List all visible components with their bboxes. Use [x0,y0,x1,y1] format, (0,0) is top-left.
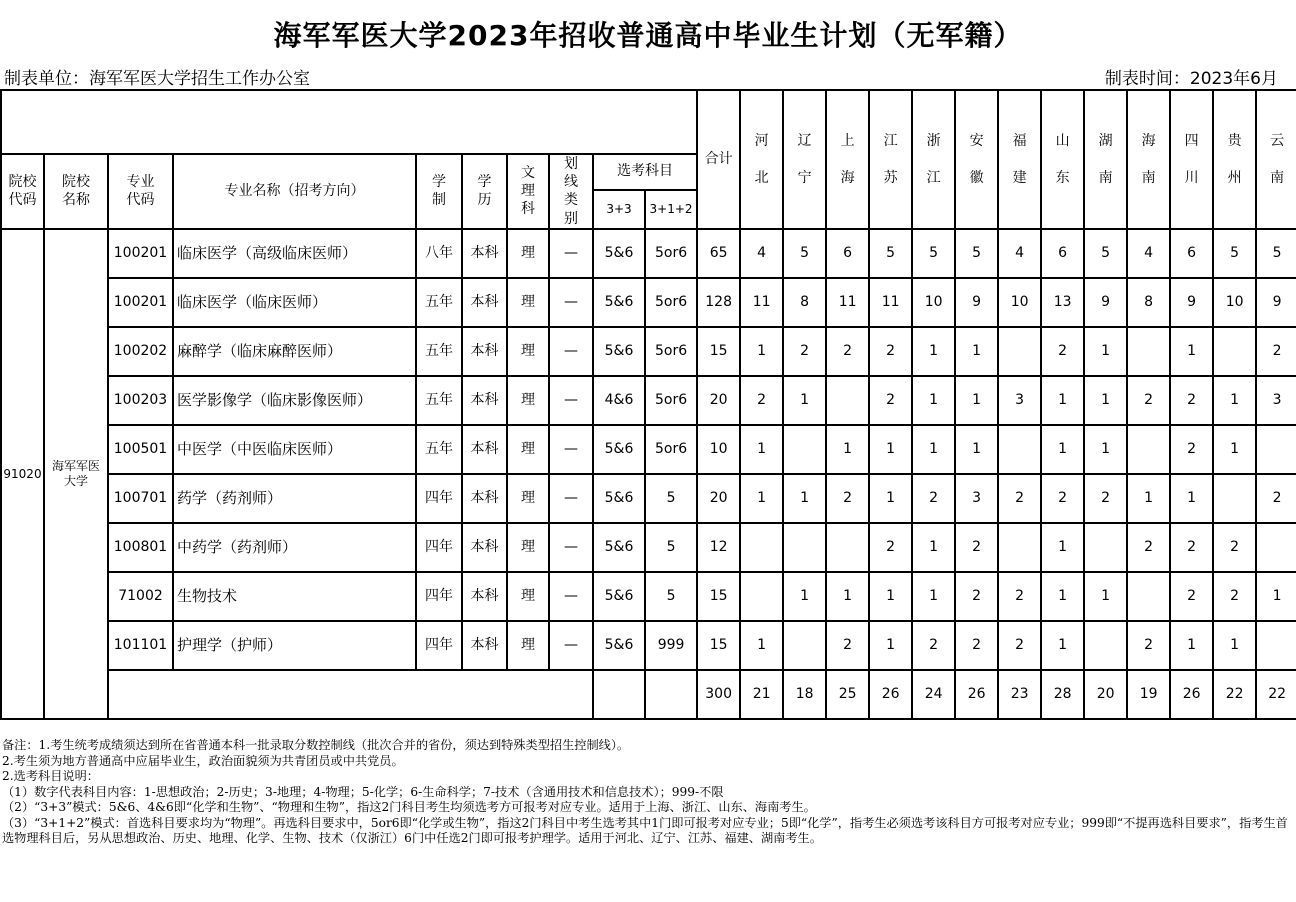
major-name-cell: 中药学（药剂师） [173,523,416,572]
province-total-cell: 20 [1084,670,1127,719]
province-quota-cell: 8 [1127,278,1170,327]
subject-3-1-2-cell: 5or6 [645,327,697,376]
province-quota-cell: 2 [1041,474,1084,523]
total-cell: 20 [697,474,740,523]
province-quota-cell: 1 [1256,572,1296,621]
degree-cell: 本科 [462,376,507,425]
total-cell: 15 [697,327,740,376]
province-quota-cell [1256,425,1296,474]
province-quota-cell: 2 [955,572,998,621]
province-quota-cell: 1 [955,376,998,425]
province-header: 海南 [1127,90,1170,229]
province-quota-cell: 2 [1256,474,1296,523]
major-name-cell: 护理学（护师） [173,621,416,670]
degree-cell: 本科 [462,572,507,621]
province-quota-cell: 1 [1041,621,1084,670]
province-total-cell: 28 [1041,670,1084,719]
province-quota-cell: 4 [740,229,783,278]
province-quota-cell: 2 [912,474,955,523]
note-line: 备注：1.考生统考成绩须达到所在省普通本科一批录取分数控制线（批次合并的省份，须达到特殊类型招生控制线）。 [2,738,630,752]
province-quota-cell [998,327,1041,376]
province-header: 安徽 [955,90,998,229]
table-row [1,621,1296,670]
note-line: （1）数字代表科目内容：1-思想政治；2-历史；3-地理；4-物理；5-化学；6-生命科学；7-技术（含通用技术和信息技术）；999-不限 [2,784,724,799]
province-quota-cell [1256,523,1296,572]
province-quota-cell: 1 [740,474,783,523]
degree-cell: 本科 [462,229,507,278]
province-quota-cell: 1 [1213,621,1256,670]
province-quota-cell: 1 [1084,327,1127,376]
province-quota-cell: 2 [826,327,869,376]
table-row [1,572,1296,621]
track-cell: 理 [507,621,549,670]
province-quota-cell: 2 [869,327,912,376]
note-line: （3）“3+1+2”模式：首选科目要求均为“物理”。再选科目要求中，5or6即“化学或生物”，指这2门科目中考生选考其中1门即可报考对应专业；5即“化学”，指考生必须选考该科目方可报考对应专业；999即“不提再选科目要求”，指考生首选物理科目后，另从思想政治、历史、地理、化学、生物、技术（仅浙江）6门中任选2门即可报考护理学。适用于河北、辽宁、江苏、福建、湖南考生。 [2,815,1288,845]
province-quota-cell: 6 [826,229,869,278]
province-quota-cell: 2 [1213,572,1256,621]
table-row [1,229,1296,278]
total-cell: 10 [697,425,740,474]
line-type-header: 划线类别 [549,154,593,229]
table-row [1,523,1296,572]
province-quota-cell: 1 [1041,425,1084,474]
subject-3-3-cell: 5&6 [593,327,645,376]
duration-cell: 五年 [416,278,462,327]
province-quota-cell: 2 [998,474,1041,523]
province-quota-cell: 1 [912,327,955,376]
major-code-cell: 100202 [108,327,173,376]
subject-3-1-2-cell: 5or6 [645,278,697,327]
subject-3-3-cell: 5&6 [593,278,645,327]
province-quota-cell: 2 [1213,523,1256,572]
page-title: 海军军医大学2023年招收普通高中毕业生计划（无军籍） [273,19,1023,52]
province-quota-cell: 10 [1213,278,1256,327]
track-cell: 理 [507,425,549,474]
school-code-cell: 91020 [1,229,44,719]
province-total-cell: 26 [955,670,998,719]
province-quota-cell [740,523,783,572]
province-quota-cell: 1 [869,621,912,670]
major-name-cell: 临床医学（高级临床医师） [173,229,416,278]
province-quota-cell: 1 [912,523,955,572]
table-row [1,474,1296,523]
province-header: 辽宁 [783,90,826,229]
province-header: 云南 [1256,90,1296,229]
province-header: 贵州 [1213,90,1256,229]
province-quota-cell: 2 [1170,523,1213,572]
subject-3-3-cell: 5&6 [593,572,645,621]
province-quota-cell: 1 [912,572,955,621]
province-quota-cell: 2 [912,621,955,670]
subject-3-3-cell: 5&6 [593,425,645,474]
major-name-cell: 临床医学（临床医师） [173,278,416,327]
total-cell: 12 [697,523,740,572]
major-name-cell: 医学影像学（临床影像医师） [173,376,416,425]
province-quota-cell: 11 [826,278,869,327]
major-code-cell: 100203 [108,376,173,425]
subject-3-3-header: 3+3 [593,190,645,229]
major-name-cell: 麻醉学（临床麻醉医师） [173,327,416,376]
blank-header-cell [1,90,697,154]
track-cell: 理 [507,523,549,572]
province-quota-cell [783,523,826,572]
line-type-cell: — [549,376,593,425]
table-row [1,425,1296,474]
subject-3-1-2-cell: 999 [645,621,697,670]
subject-3-1-2-cell: 5or6 [645,425,697,474]
province-quota-cell: 2 [1127,621,1170,670]
province-quota-cell: 5 [783,229,826,278]
total-cell: 20 [697,376,740,425]
province-quota-cell: 2 [955,523,998,572]
total-row-blank [108,670,593,719]
province-quota-cell: 9 [1170,278,1213,327]
province-quota-cell: 2 [1170,572,1213,621]
province-quota-cell [1127,572,1170,621]
total-cell: 128 [697,278,740,327]
province-quota-cell: 1 [740,425,783,474]
track-cell: 理 [507,327,549,376]
subject-3-3-cell: 5&6 [593,474,645,523]
major-name-header: 专业名称（招考方向） [173,154,416,229]
school-name-cell: 海军军医大学 [44,229,108,719]
province-total-cell: 19 [1127,670,1170,719]
province-quota-cell: 3 [955,474,998,523]
subject-3-3-cell: 5&6 [593,621,645,670]
major-code-cell: 100201 [108,229,173,278]
province-quota-cell: 4 [1127,229,1170,278]
province-quota-cell: 2 [1084,474,1127,523]
grand-total-cell: 300 [697,670,740,719]
province-quota-cell: 1 [740,621,783,670]
subject-3-3-cell: 4&6 [593,376,645,425]
line-type-cell: — [549,523,593,572]
province-header: 四川 [1170,90,1213,229]
province-quota-cell: 2 [1170,376,1213,425]
province-quota-cell: 2 [869,523,912,572]
province-quota-cell: 1 [783,474,826,523]
province-quota-cell [1127,327,1170,376]
duration-cell: 五年 [416,327,462,376]
province-quota-cell: 1 [1041,376,1084,425]
degree-cell: 本科 [462,523,507,572]
province-quota-cell: 1 [912,425,955,474]
province-total-cell: 22 [1256,670,1296,719]
table-row [1,327,1296,376]
province-quota-cell: 2 [740,376,783,425]
province-quota-cell: 10 [912,278,955,327]
province-quota-cell: 2 [955,621,998,670]
province-quota-cell: 9 [1256,278,1296,327]
subject-3-1-2-cell: 5 [645,474,697,523]
province-quota-cell [783,621,826,670]
province-quota-cell: 1 [783,572,826,621]
total-cell: 15 [697,572,740,621]
province-quota-cell: 1 [826,425,869,474]
province-quota-cell: 1 [783,376,826,425]
province-quota-cell: 1 [869,474,912,523]
province-quota-cell: 1 [912,376,955,425]
province-quota-cell: 1 [740,327,783,376]
major-code-header: 专业代码 [108,154,173,229]
note-line: （2）“3+3”模式：5&6、4&6即“化学和生物”、“物理和生物”，指这2门科目考生均须选考方可报考对应专业。适用于上海、浙江、山东、海南考生。 [2,800,816,814]
total-row [1,670,1296,719]
province-quota-cell: 6 [1170,229,1213,278]
issuer-label: 制表单位：海军军医大学招生工作办公室 [4,69,310,89]
province-total-cell: 18 [783,670,826,719]
province-quota-cell [998,523,1041,572]
degree-cell: 本科 [462,327,507,376]
province-quota-cell [1213,474,1256,523]
province-total-cell: 24 [912,670,955,719]
province-quota-cell: 1 [1041,572,1084,621]
duration-cell: 八年 [416,229,462,278]
province-header: 山东 [1041,90,1084,229]
track-header: 文理科 [507,154,549,229]
province-quota-cell: 2 [783,327,826,376]
table-row [1,376,1296,425]
province-quota-cell: 11 [869,278,912,327]
province-quota-cell: 1 [1170,327,1213,376]
province-quota-cell: 1 [955,425,998,474]
duration-cell: 四年 [416,523,462,572]
subject-3-1-2-cell: 5 [645,523,697,572]
province-quota-cell: 8 [783,278,826,327]
line-type-cell: — [549,572,593,621]
duration-cell: 五年 [416,376,462,425]
duration-cell: 四年 [416,474,462,523]
track-cell: 理 [507,376,549,425]
track-cell: 理 [507,229,549,278]
province-quota-cell: 4 [998,229,1041,278]
notes [2,738,1294,847]
province-quota-cell: 2 [1041,327,1084,376]
major-name-cell: 中医学（中医临床医师） [173,425,416,474]
province-quota-cell [826,523,869,572]
total-header: 合计 [697,90,740,229]
admission-plan-table [0,89,1296,720]
province-quota-cell: 1 [1084,376,1127,425]
province-quota-cell: 2 [1127,376,1170,425]
province-quota-cell [740,572,783,621]
province-header: 福建 [998,90,1041,229]
major-code-cell: 100201 [108,278,173,327]
major-code-cell: 71002 [108,572,173,621]
line-type-cell: — [549,278,593,327]
province-quota-cell: 1 [955,327,998,376]
subject-3-1-2-cell: 5or6 [645,229,697,278]
total-row-blank [593,670,645,719]
province-quota-cell: 11 [740,278,783,327]
province-quota-cell: 1 [1213,425,1256,474]
province-quota-cell: 5 [912,229,955,278]
total-cell: 15 [697,621,740,670]
province-quota-cell: 9 [955,278,998,327]
province-quota-cell [826,376,869,425]
province-quota-cell: 1 [826,572,869,621]
subject-3-3-cell: 5&6 [593,523,645,572]
total-row-blank [645,670,697,719]
duration-cell: 四年 [416,572,462,621]
track-cell: 理 [507,278,549,327]
line-type-cell: — [549,474,593,523]
province-quota-cell [1084,621,1127,670]
track-cell: 理 [507,474,549,523]
track-cell: 理 [507,572,549,621]
province-quota-cell: 1 [1170,474,1213,523]
line-type-cell: — [549,621,593,670]
province-total-cell: 26 [1170,670,1213,719]
duration-header: 学制 [416,154,462,229]
province-quota-cell [998,425,1041,474]
province-quota-cell: 5 [869,229,912,278]
province-header: 湖南 [1084,90,1127,229]
province-quota-cell: 3 [1256,376,1296,425]
province-quota-cell [1256,621,1296,670]
province-quota-cell: 2 [1127,523,1170,572]
province-header: 江苏 [869,90,912,229]
province-quota-cell: 1 [1084,425,1127,474]
province-quota-cell: 5 [1213,229,1256,278]
province-total-cell: 26 [869,670,912,719]
table-row [1,278,1296,327]
province-quota-cell: 2 [869,376,912,425]
province-quota-cell [1127,425,1170,474]
province-total-cell: 25 [826,670,869,719]
province-quota-cell: 10 [998,278,1041,327]
province-quota-cell: 2 [826,621,869,670]
subject-3-1-2-cell: 5 [645,572,697,621]
province-quota-cell: 1 [1127,474,1170,523]
subjects-header: 选考科目 [593,154,697,190]
subject-3-3-cell: 5&6 [593,229,645,278]
school-name-header: 院校名称 [44,154,108,229]
province-total-cell: 21 [740,670,783,719]
province-total-cell: 23 [998,670,1041,719]
province-quota-cell: 5 [955,229,998,278]
province-quota-cell [1084,523,1127,572]
province-quota-cell: 1 [1041,523,1084,572]
province-quota-cell [1213,327,1256,376]
major-name-cell: 生物技术 [173,572,416,621]
province-quota-cell: 6 [1041,229,1084,278]
province-quota-cell: 2 [1170,425,1213,474]
major-code-cell: 100801 [108,523,173,572]
province-quota-cell: 1 [1213,376,1256,425]
school-code-header: 院校代码 [1,154,44,229]
province-total-cell: 22 [1213,670,1256,719]
province-quota-cell [783,425,826,474]
province-header: 河北 [740,90,783,229]
degree-cell: 本科 [462,425,507,474]
province-quota-cell: 2 [1256,327,1296,376]
line-type-cell: — [549,425,593,474]
province-header: 上海 [826,90,869,229]
province-quota-cell: 1 [869,572,912,621]
subject-3-1-2-cell: 5or6 [645,376,697,425]
province-quota-cell: 9 [1084,278,1127,327]
degree-cell: 本科 [462,278,507,327]
province-quota-cell: 5 [1084,229,1127,278]
province-quota-cell: 2 [998,621,1041,670]
province-quota-cell: 1 [1084,572,1127,621]
province-quota-cell: 2 [998,572,1041,621]
major-code-cell: 101101 [108,621,173,670]
province-header: 浙江 [912,90,955,229]
note-line: 2.考生须为地方普通高中应届毕业生，政治面貌须为共青团员或中共党员。 [2,753,404,768]
major-name-cell: 药学（药剂师） [173,474,416,523]
major-code-cell: 100701 [108,474,173,523]
date-label: 制表时间：2023年6月 [1104,69,1278,89]
total-cell: 65 [697,229,740,278]
degree-cell: 本科 [462,621,507,670]
province-quota-cell: 2 [826,474,869,523]
line-type-cell: — [549,327,593,376]
line-type-cell: — [549,229,593,278]
major-code-cell: 100501 [108,425,173,474]
note-line: 2.选考科目说明： [2,769,99,783]
degree-cell: 本科 [462,474,507,523]
duration-cell: 四年 [416,621,462,670]
province-quota-cell: 1 [869,425,912,474]
duration-cell: 五年 [416,425,462,474]
subject-3-1-2-header: 3+1+2 [645,190,697,229]
degree-header: 学历 [462,154,507,229]
province-quota-cell: 5 [1256,229,1296,278]
province-quota-cell: 13 [1041,278,1084,327]
province-quota-cell: 3 [998,376,1041,425]
province-quota-cell: 1 [1170,621,1213,670]
